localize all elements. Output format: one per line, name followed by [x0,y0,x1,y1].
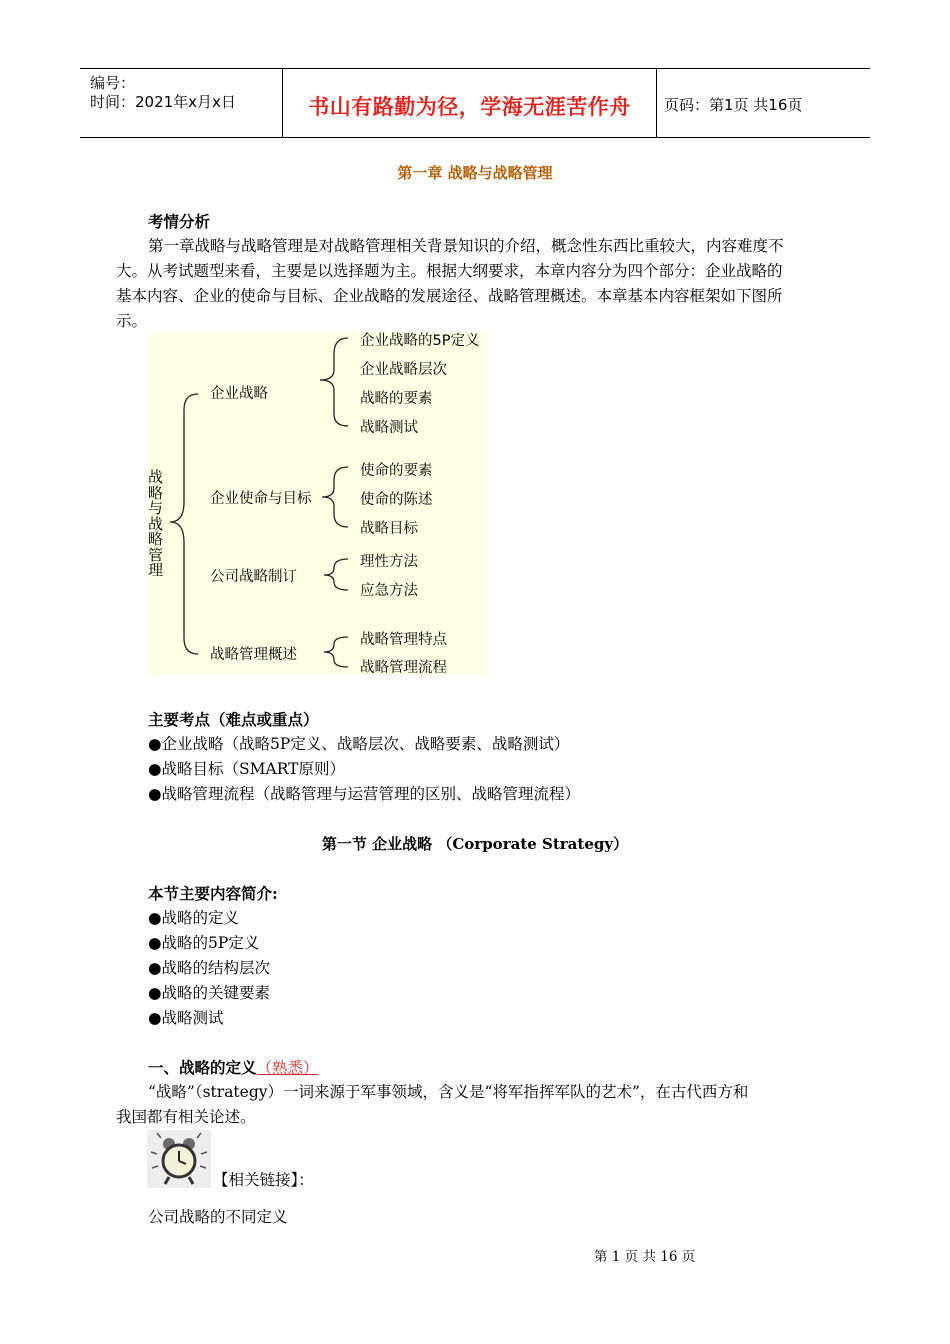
key-points-heading: 主要考点（难点或重点） [148,710,319,729]
diagram-item: 战略测试 [360,420,418,436]
diagram-root: 战略与战略管理 [148,468,164,579]
diagram-item: 理性方法 [360,554,418,570]
key-point-item: ●战略目标（SMART原则） [148,760,345,778]
diagram-group-1: 企业战略 [210,386,268,402]
document-number-label: 编号： [90,74,136,92]
header-page-label: 页码：第1页 共16页 [664,96,803,114]
page-footer: 第 1 页 共 16 页 [594,1249,696,1265]
analysis-line-2: 大。从考试题型来看，主要是以选择题为主。根据大纲要求，本章内容分为四个部分：企业战略的 [116,262,783,280]
key-point-item: ●企业战略（战略5P定义、战略层次、战略要素、战略测试） [148,735,570,753]
diagram-item: 战略管理特点 [360,632,447,648]
diagram-group-2: 企业使命与目标 [210,491,312,507]
diagram-item: 战略的要素 [360,391,433,407]
intro-item: ●战略的关键要素 [148,984,271,1002]
diagram-item: 战略管理流程 [360,660,447,676]
intro-item: ●战略的5P定义 [148,934,260,952]
group3-brace [324,559,348,590]
root-brace [170,394,198,654]
header-left-cell [80,69,282,137]
definition-line-2: 我国都有相关论述。 [116,1108,256,1126]
page-header-table [80,68,870,138]
diagram-item: 战略目标 [360,521,418,537]
intro-item: ●战略的定义 [148,909,240,927]
analysis-heading: 考情分析 [148,212,211,231]
diagram-group-4: 战略管理概述 [210,647,297,663]
header-motto-cell [282,69,657,137]
diagram-item: 应急方法 [360,583,418,599]
section-title: 第一节 企业战略 （Corporate Strategy） [321,835,629,853]
alarm-clock-icon [147,1130,211,1188]
diagram-group-3: 公司战略制订 [210,569,297,585]
diagram-item: 企业战略的5P定义 [360,333,480,349]
header-motto: 书山有路勤为径，学海无涯苦作舟 [308,95,631,119]
intro-item: ●战略的结构层次 [148,959,271,977]
group1-brace [320,338,348,426]
diagram-item: 使命的陈述 [360,492,433,508]
group2-brace [322,467,348,527]
definition-heading: 一、战略的定义 [148,1058,257,1077]
intro-item: ●战略测试 [148,1009,224,1027]
analysis-line-4: 示。 [116,312,148,330]
chapter-title: 第一章 战略与战略管理 [397,164,553,182]
analysis-line-3: 基本内容、企业的使命与目标、企业战略的发展途径、战略管理概述。本章基本内容框架如下图所 [116,287,783,305]
related-link-topic: 公司战略的不同定义 [148,1208,288,1226]
diagram-braces [148,332,489,675]
document-date-label: 时间：2021年x月x日 [90,93,236,111]
diagram-item: 企业战略层次 [360,362,447,378]
group4-brace [324,637,348,667]
diagram-item: 使命的要素 [360,463,433,479]
key-point-item: ●战略管理流程（战略管理与运营管理的区别、战略管理流程） [148,785,581,803]
definition-line-1: “战略”（strategy）一词来源于军事领域，含义是“将军指挥军队的艺术”，在古代西方和 [148,1083,749,1101]
related-link-label: 【相关链接】： [213,1171,314,1189]
chapter-framework-diagram [148,332,489,675]
definition-heading-line [148,1055,319,1081]
intro-heading: 本节主要内容简介: [148,884,278,903]
definition-tag: （熟悉） [256,1059,319,1077]
analysis-line-1: 第一章战略与战略管理是对战略管理相关背景知识的介绍，概念性东西比重较大，内容难度不 [148,237,784,255]
header-right-cell [656,69,870,137]
